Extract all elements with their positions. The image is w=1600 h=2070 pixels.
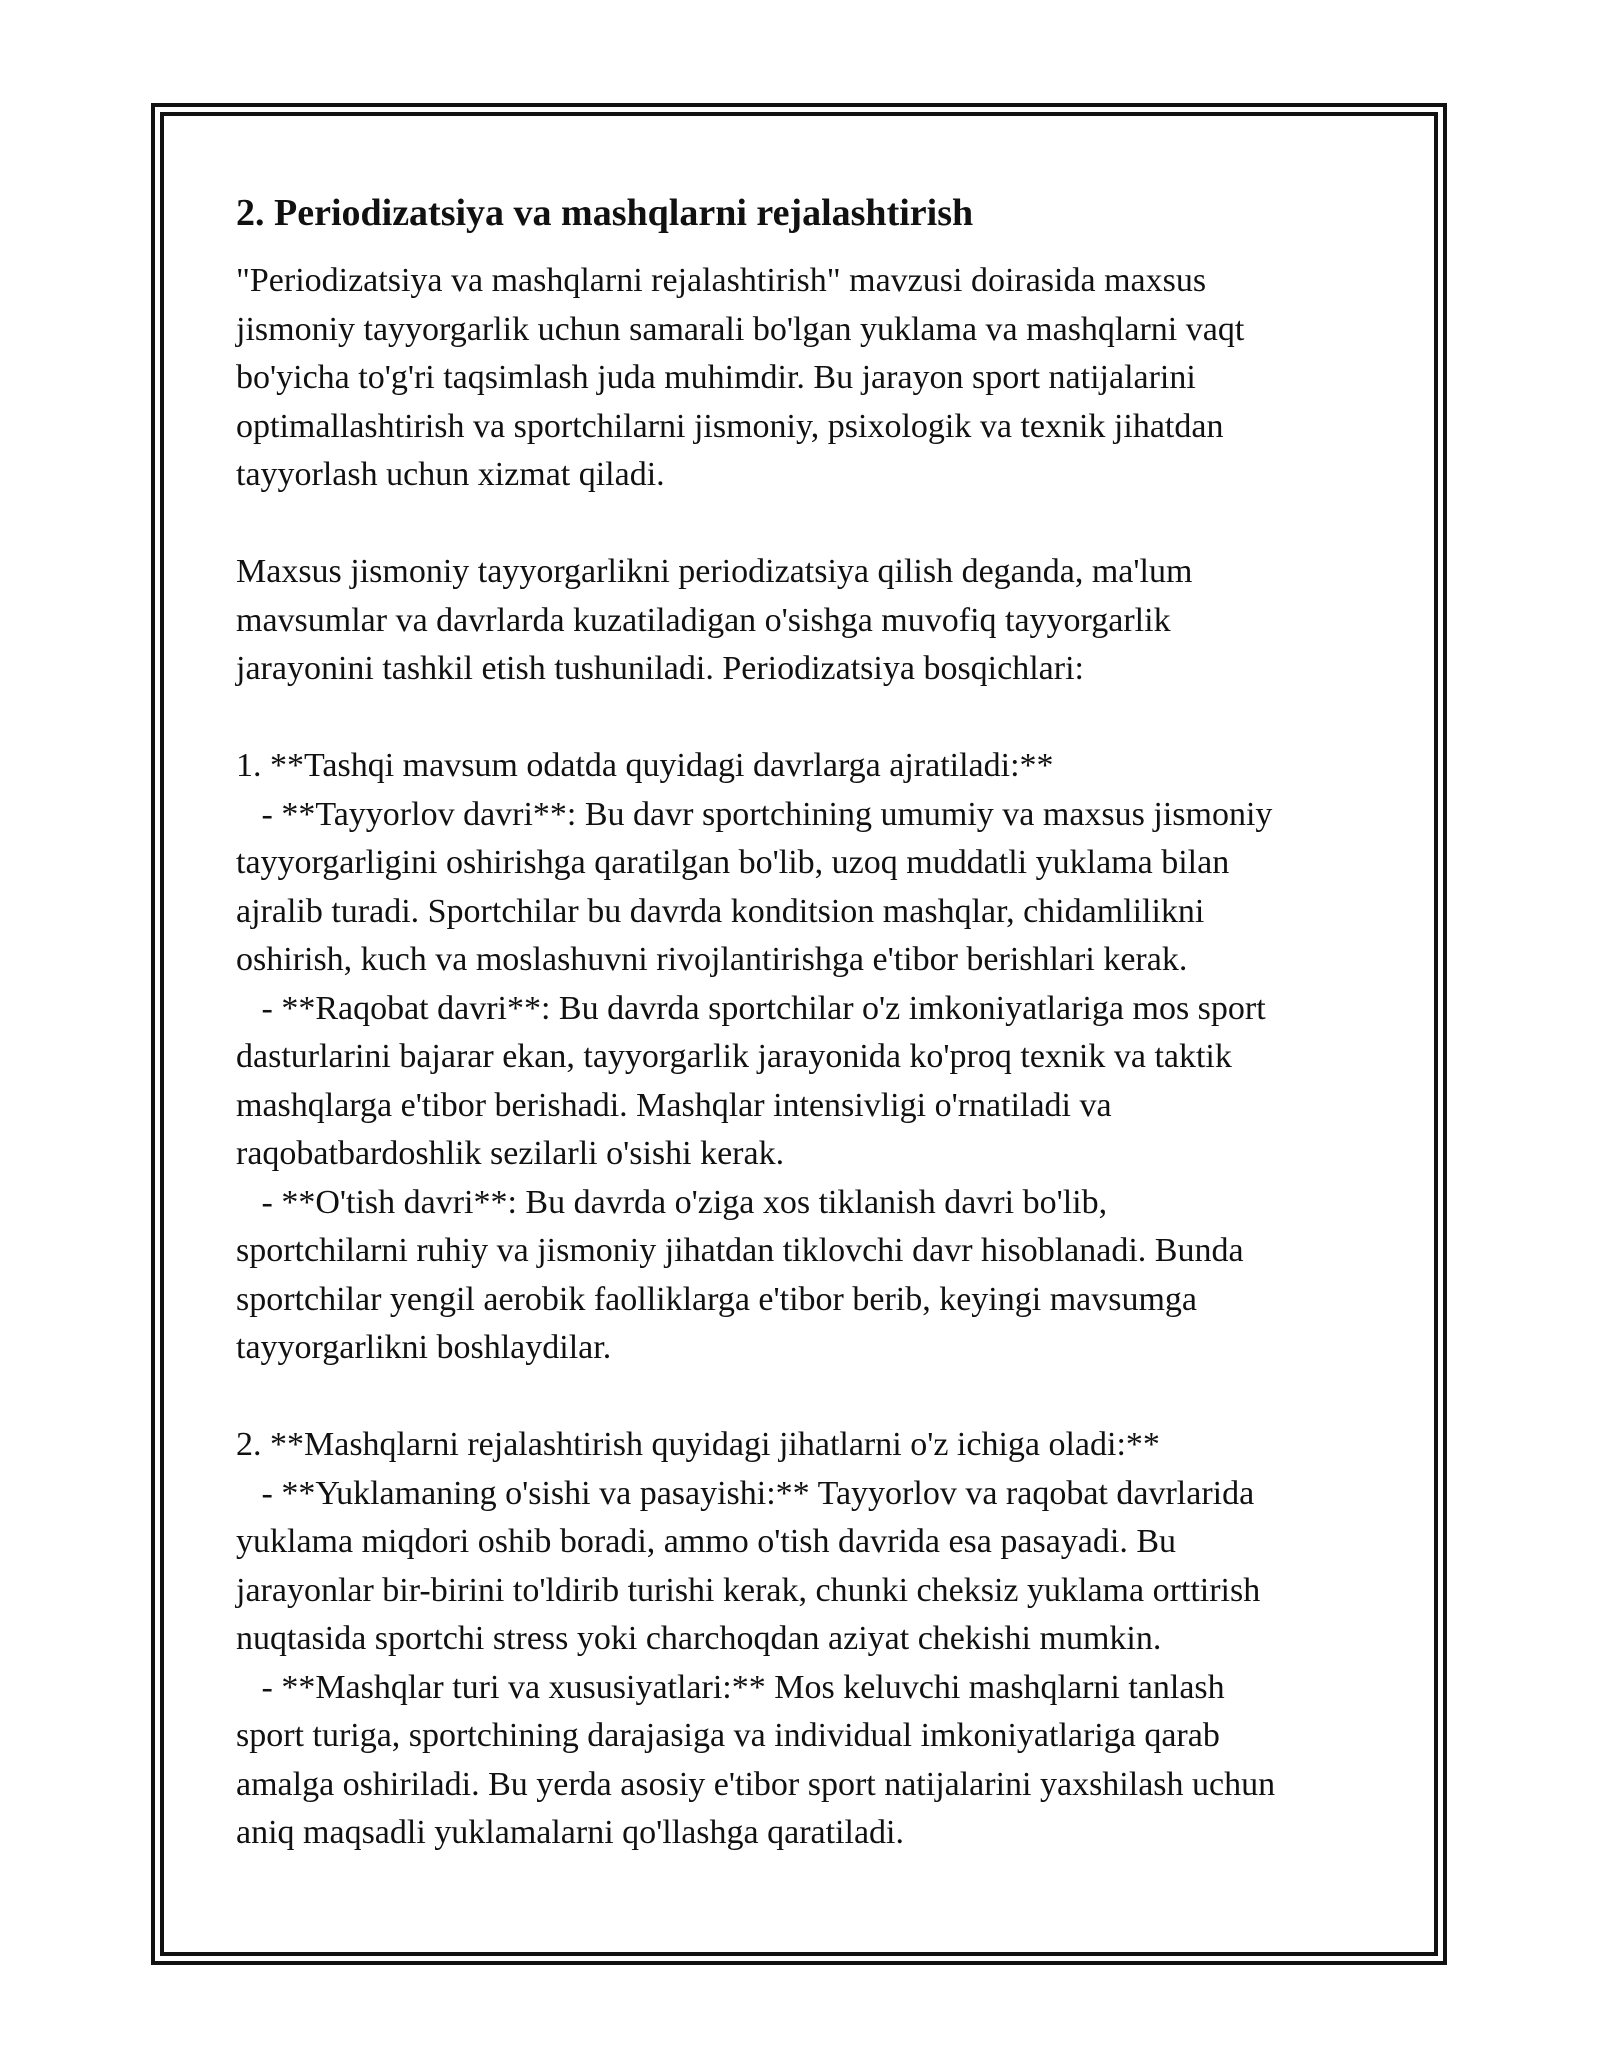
text-line: bo'yicha to'g'ri taqsimlash juda muhimdir. Bu jarayon sport natijalarini [236, 359, 1196, 396]
paragraph-spacer [236, 1373, 1376, 1422]
list-heading: 2. **Mashqlarni rejalashtirish quyidagi jihatlarni o'z ichiga oladi:** [236, 1426, 1160, 1463]
text-line: raqobatbardoshlik sezilarli o'sishi kerak. [236, 1135, 785, 1172]
text-line: dasturlarini bajarar ekan, tayyorgarlik jarayonida ko'proq texnik va taktik [236, 1038, 1232, 1075]
text-line: aniq maqsadli yuklamalarni qo'llashga qaratiladi. [236, 1814, 904, 1851]
text-line: mashqlarga e'tibor berishadi. Mashqlar intensivligi o'rnatiladi va [236, 1086, 1112, 1124]
text-line: jarayonlar bir-birini to'ldirib turishi kerak, chunki cheksiz yuklama orttirish [236, 1571, 1261, 1609]
section-heading: 2. Periodizatsiya va mashqlarni rejalashtirish [236, 192, 974, 234]
text-line: optimallashtirish va sportchilarni jismoniy, psixologik va texnik jihatdan [236, 407, 1224, 445]
list-heading: 1. **Tashqi mavsum odatda quyidagi davrlarga ajratiladi:** [236, 747, 1054, 784]
list-item-line: - **O'tish davri**: Bu davrda o'ziga xos tiklanish davri bo'lib, [236, 1183, 1108, 1221]
intro-paragraph [236, 257, 1376, 500]
text-line: yuklama miqdori oshib boradi, ammo o'tish davrida esa pasayadi. Bu [236, 1523, 1176, 1560]
text-line: jismoniy tayyorgarlik uchun samarali bo'lgan yuklama va mashqlarni vaqt [236, 310, 1245, 348]
paragraph-spacer [236, 694, 1376, 743]
document-body [236, 183, 1376, 1858]
text-line: Maxsus jismoniy tayyorgarlikni periodizatsiya qilish deganda, ma'lum [236, 553, 1193, 590]
definition-paragraph [236, 548, 1376, 694]
text-line: oshirish, kuch va moslashuvni rivojlantirishga e'tibor berishlari kerak. [236, 941, 1188, 978]
paragraph-spacer [236, 500, 1376, 549]
list-item-line: - **Tayyorlov davri**: Bu davr sportchining umumiy va maxsus jismoniy [236, 795, 1273, 833]
text-line: "Periodizatsiya va mashqlarni rejalashtirish" mavzusi doirasida maxsus [236, 262, 1207, 299]
text-line: tayyorgarlikni boshlaydilar. [236, 1329, 612, 1366]
text-line: nuqtasida sportchi stress yoki charchoqdan aziyat chekishi mumkin. [236, 1620, 1162, 1657]
list-item-line: - **Mashqlar turi va xususiyatlari:** Mos keluvchi mashqlarni tanlash [236, 1668, 1225, 1706]
text-line: sportchilarni ruhiy va jismoniy jihatdan tiklovchi davr hisoblanadi. Bunda [236, 1232, 1244, 1269]
season-periods-list [236, 742, 1376, 1373]
text-line: tayyorlash uchun xizmat qiladi. [236, 456, 665, 493]
text-line: sportchilar yengil aerobik faolliklarga e'tibor berib, keyingi mavsumga [236, 1280, 1197, 1318]
text-line: ajralib turadi. Sportchilar bu davrda konditsion mashqlar, chidamlilikni [236, 892, 1205, 930]
list-item-line: - **Yuklamaning o'sishi va pasayishi:** Tayyorlov va raqobat davrlarida [236, 1474, 1255, 1512]
text-line: tayyorgarligini oshirishga qaratilgan bo'lib, uzoq muddatli yuklama bilan [236, 844, 1230, 881]
list-item-line: - **Raqobat davri**: Bu davrda sportchilar o'z imkoniyatlariga mos sport [236, 989, 1266, 1027]
training-planning-list [236, 1421, 1376, 1858]
text-line: jarayonini tashkil etish tushuniladi. Periodizatsiya bosqichlari: [236, 650, 1084, 687]
text-line: amalga oshiriladi. Bu yerda asosiy e'tibor sport natijalarini yaxshilash uchun [236, 1765, 1276, 1803]
text-line: sport turiga, sportchining darajasiga va individual imkoniyatlariga qarab [236, 1717, 1220, 1754]
text-line: mavsumlar va davrlarda kuzatiladigan o'sishga muvofiq tayyorgarlik [236, 601, 1171, 639]
